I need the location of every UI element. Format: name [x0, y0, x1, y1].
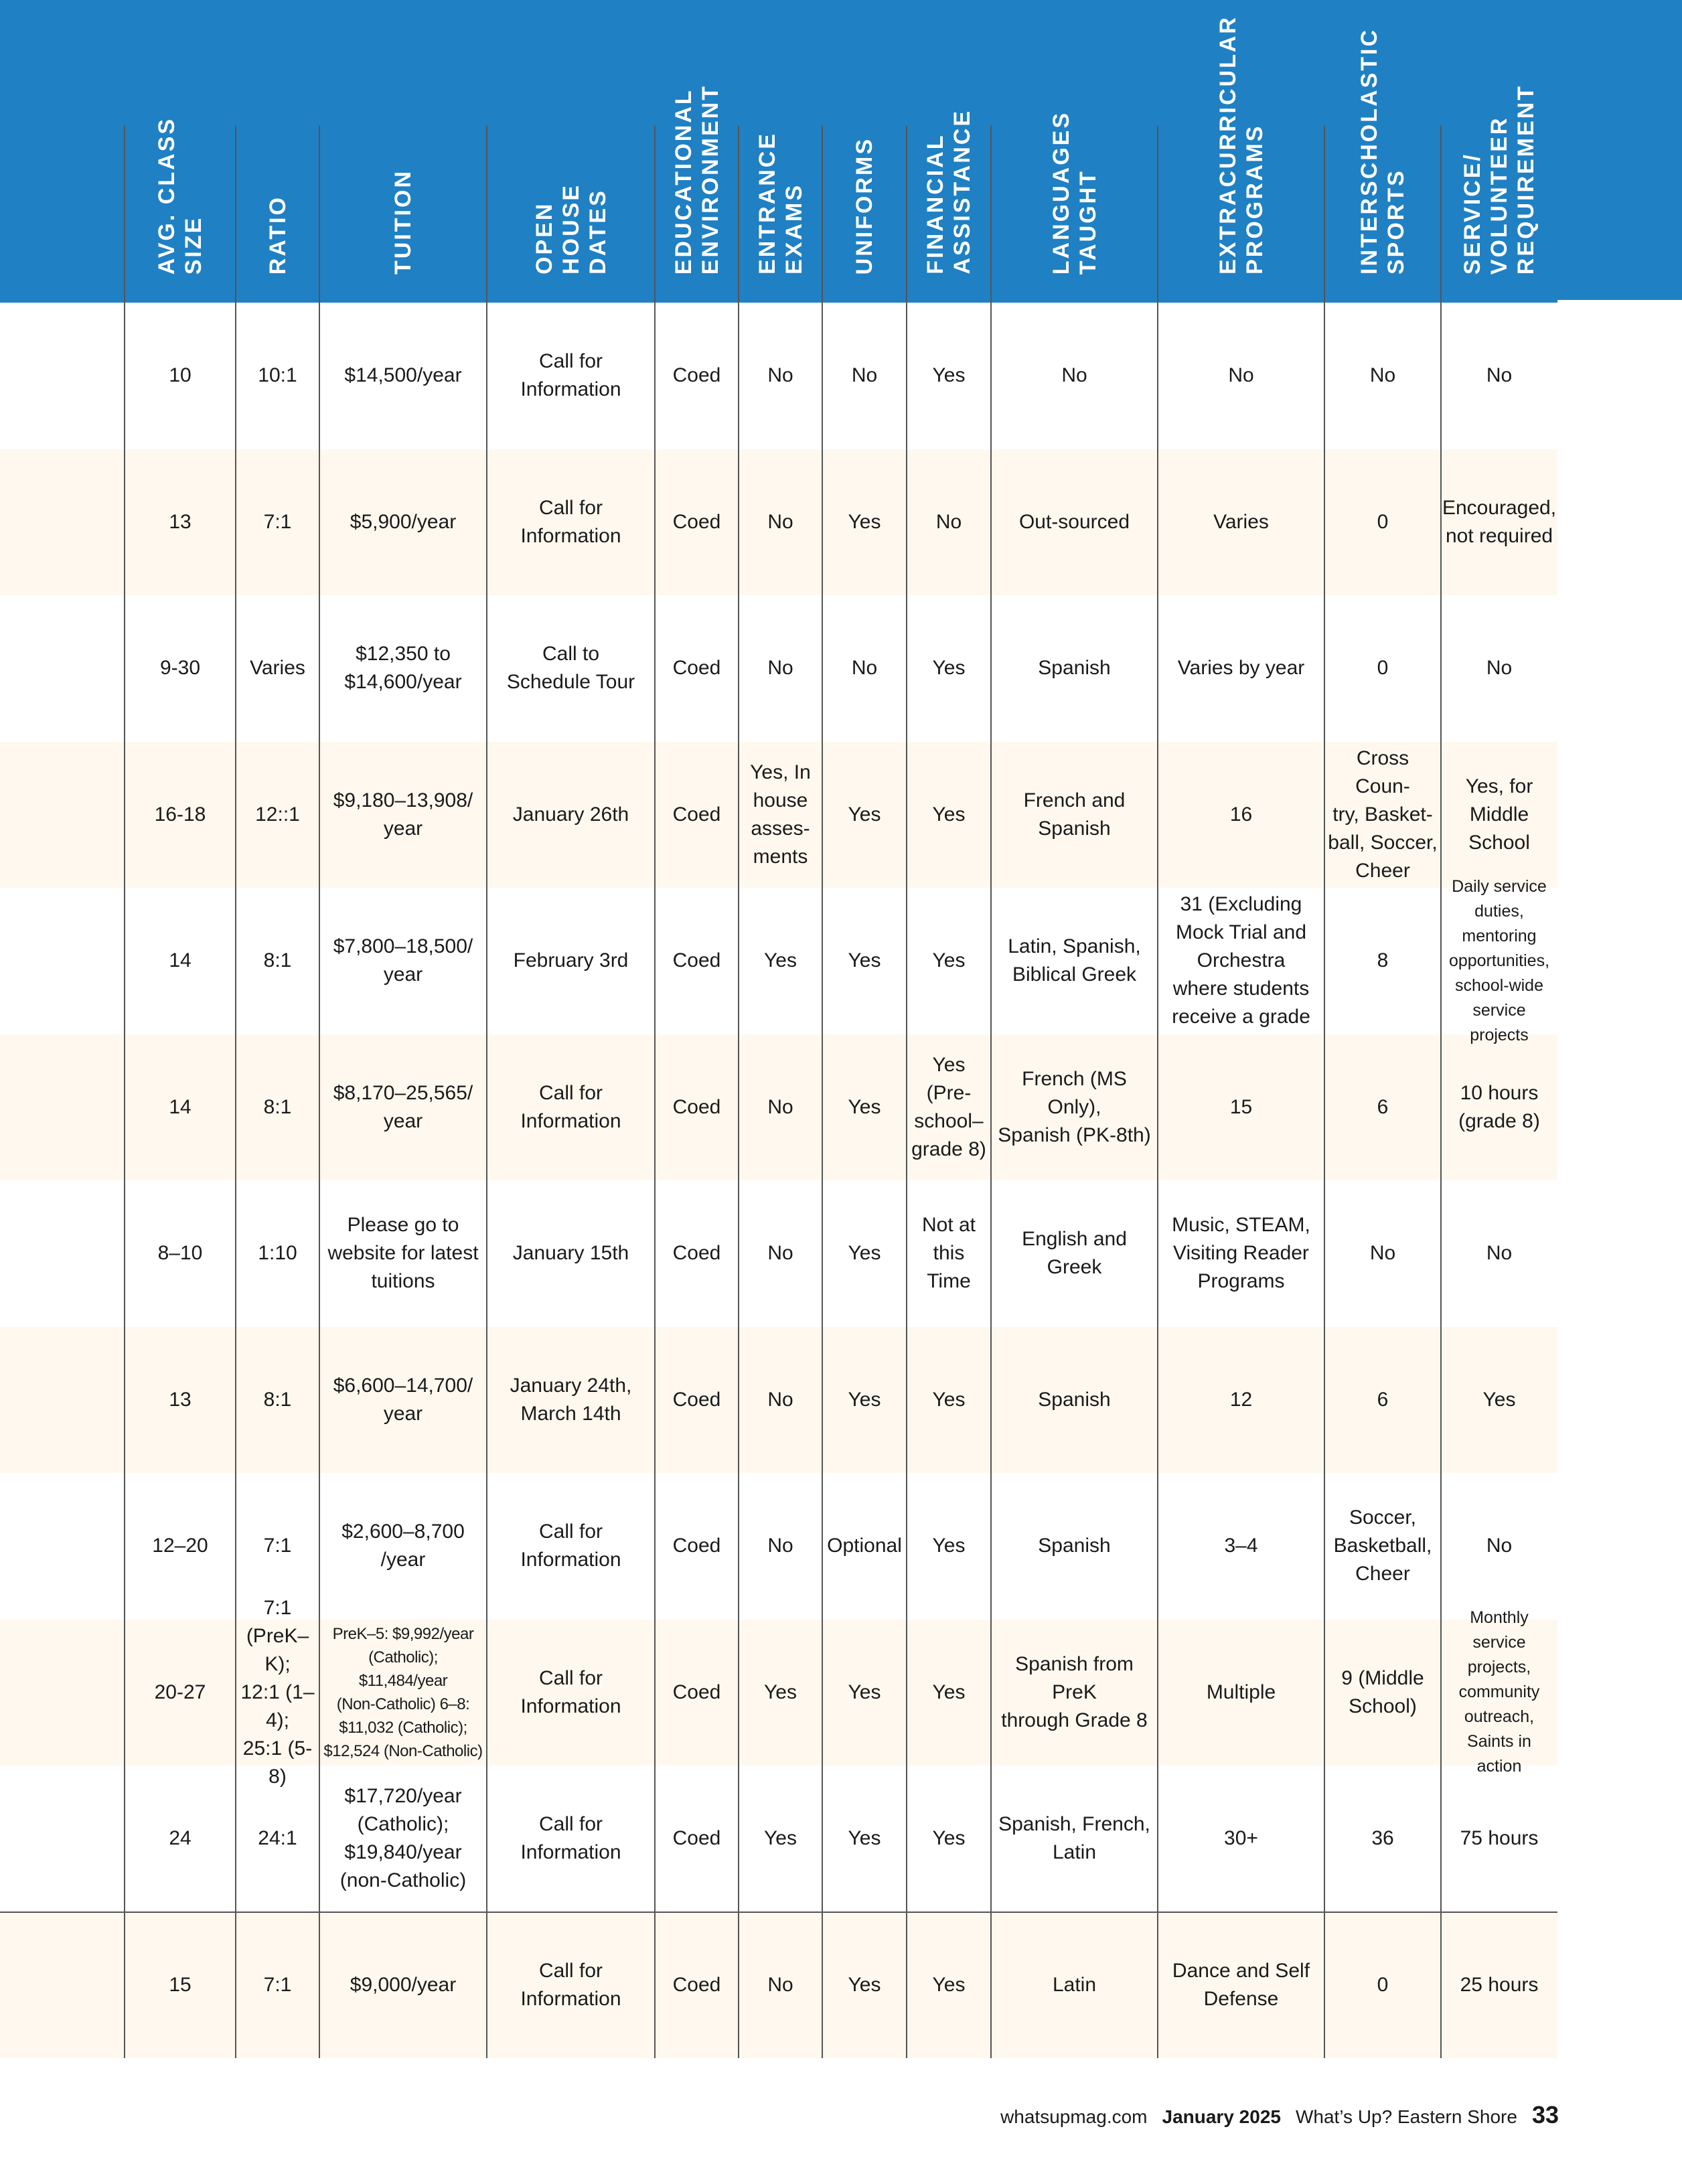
table-cell: Call for Information [520, 350, 621, 401]
table-cell: Varies [1213, 510, 1269, 533]
table-cell: 7:1 [263, 1973, 292, 1996]
table-cell: Yes [932, 364, 966, 387]
table-cell: Coed [672, 1681, 721, 1703]
table-cell: Call for Information [520, 1959, 621, 2010]
table-cell: No [767, 510, 793, 533]
table-cell: Yes (Pre- school– grade 8) [911, 1053, 986, 1160]
table-cell: No [767, 1242, 793, 1265]
table-cell: Out-sourced [1018, 510, 1130, 533]
footer-site: whatsupmag.com [1000, 2106, 1148, 2127]
table-cell: 7:1 [263, 1535, 292, 1557]
table-cell: No [1369, 1242, 1396, 1265]
table-cell: No [1228, 364, 1254, 387]
table-cell: 12::1 [255, 803, 300, 826]
table-cell: Coed [672, 1827, 721, 1850]
table-cell: Coed [672, 510, 721, 533]
table-cell: Yes [848, 1827, 881, 1850]
table-cell: Coed [672, 1242, 721, 1265]
column-header [319, 0, 487, 303]
table-cell: Coed [672, 657, 721, 680]
column-header-label: TUITION [390, 169, 416, 275]
table-cell: Spanish [1038, 1535, 1111, 1557]
table-cell: 7:1 (PreK–K); 12:1 (1–4); 25:1 (5-8) [240, 1596, 315, 1788]
table-cell: Call for Information [520, 1520, 621, 1571]
table-cell: 25 hours [1460, 1973, 1539, 1996]
table-cell: 0 [1377, 510, 1389, 533]
table-cell: 0 [1377, 1973, 1389, 1996]
column-header [991, 0, 1158, 303]
table-cell: 12–20 [152, 1535, 208, 1557]
table-cell: 10:1 [258, 364, 297, 387]
table-cell: Coed [672, 364, 721, 387]
column-header [739, 0, 822, 303]
column-header-label: INTERSCHOLASTIC SPORTS [1357, 28, 1409, 275]
table-cell: Spanish, French, Latin [998, 1813, 1150, 1864]
table-cell: 13 [169, 1388, 192, 1411]
table-cell: Call to Schedule Tour [506, 643, 635, 694]
table-cell: Yes, In house asses- ments [750, 761, 811, 868]
table-cell: Coed [672, 803, 721, 826]
column-header-label: UNIFORMS [852, 137, 877, 275]
column-header [487, 0, 655, 303]
table-cell: Multiple [1206, 1681, 1276, 1703]
table-cell: $8,170–25,565/ year [333, 1081, 473, 1132]
table-cell: 8:1 [263, 949, 292, 972]
column-header [822, 0, 907, 303]
footer-page-number: 33 [1531, 2101, 1559, 2128]
table-cell: No [1486, 364, 1513, 387]
table-cell: 8 [1377, 949, 1389, 972]
column-header [655, 0, 739, 303]
table-cell: Yes [848, 803, 881, 826]
table-cell: Spanish from PreK through Grade 8 [1001, 1652, 1148, 1731]
table-cell: 20-27 [154, 1681, 206, 1703]
table-cell: No [767, 1095, 793, 1118]
table-cell: 15 [1229, 1095, 1253, 1118]
table-cell: 24 [169, 1827, 192, 1850]
table-cell: Call for Information [520, 1813, 621, 1864]
table-cell: Coed [672, 1973, 721, 1996]
table-cell: No [767, 1973, 793, 1996]
table-cell: 7:1 [263, 510, 292, 533]
table-cell: 8:1 [263, 1388, 292, 1411]
table-cell: Yes [764, 1681, 797, 1703]
column-header [907, 0, 991, 303]
column-header [1324, 0, 1441, 303]
table-cell: Spanish [1038, 657, 1111, 680]
column-header [1441, 0, 1557, 303]
table-cell: Yes [848, 1973, 881, 1996]
table-cell: January 24th, March 14th [510, 1374, 632, 1425]
table-cell: French and Spanish [1023, 789, 1126, 840]
table-cell: Call for Information [520, 496, 621, 547]
table-cell: January 15th [512, 1242, 629, 1265]
table-cell: 36 [1371, 1827, 1394, 1850]
column-header [236, 0, 319, 303]
footer-issue: January 2025 [1162, 2106, 1281, 2127]
table-cell: Varies [250, 657, 305, 680]
table-cell: 10 hours (grade 8) [1458, 1081, 1540, 1132]
column-header-label: ENTRANCE EXAMS [754, 132, 807, 275]
table-cell: PreK–5: $9,992/year (Catholic); $11,484/year (Non-Catholic) 6–8: $11,032 (Catholic); $12,524 (Non-Catholic) [323, 1624, 483, 1760]
table-cell: $5,900/year [350, 510, 457, 533]
column-header [125, 0, 236, 303]
table-cell: Varies by year [1177, 657, 1305, 680]
table-cell: 15 [169, 1973, 192, 1996]
table-cell: Yes [932, 803, 966, 826]
table-cell: No [1486, 1242, 1513, 1265]
table-cell: Optional [827, 1535, 902, 1557]
table-cell: Latin, Spanish, Biblical Greek [1008, 935, 1141, 986]
table-cell: 16-18 [154, 803, 206, 826]
table-cell: $14,500/year [344, 364, 462, 387]
table-cell: Cross Coun- try, Basket- ball, Soccer, Cheer [1328, 747, 1438, 882]
table-cell: 6 [1377, 1388, 1389, 1411]
table-cell: 0 [1377, 657, 1389, 680]
table-cell: Yes [764, 949, 797, 972]
table-cell: Coed [672, 1388, 721, 1411]
table-cell: 1:10 [258, 1242, 297, 1265]
table-cell: Yes [848, 949, 881, 972]
table-cell: $9,180–13,908/ year [333, 789, 473, 840]
header-band-edge [1557, 0, 1682, 300]
table-cell: Yes [848, 1095, 881, 1118]
table-cell: 75 hours [1460, 1827, 1539, 1850]
column-header-label: LANGUAGES TAUGHT [1048, 110, 1101, 275]
table-cell: No [767, 364, 793, 387]
table-cell: No [1061, 364, 1087, 387]
table-cell: Yes [932, 1973, 966, 1996]
table-cell: Yes [848, 510, 881, 533]
table-cell: Yes, for Middle School [1465, 775, 1533, 854]
table-cell: $12,350 to $14,600/year [344, 643, 462, 694]
table-cell: 6 [1377, 1095, 1389, 1118]
table-cell: No [1369, 364, 1396, 387]
table-cell: Yes [1482, 1388, 1516, 1411]
table-cell: $9,000/year [350, 1973, 457, 1996]
table-cell: Dance and Self Defense [1172, 1959, 1310, 2010]
table-cell: February 3rd [513, 949, 629, 972]
table-cell: No [851, 657, 878, 680]
column-header-label: AVG. CLASS SIZE [154, 116, 206, 275]
table-cell: $17,720/year (Catholic); $19,840/year (non-Catholic) [339, 1785, 467, 1892]
table-cell: Yes [932, 1535, 966, 1557]
table-cell: Yes [932, 1827, 966, 1850]
page-footer [1000, 2101, 1559, 2134]
table-cell: Please go to website for latest tuitions [327, 1214, 479, 1293]
table-cell: No [767, 1535, 793, 1557]
table-cell: Yes [848, 1388, 881, 1411]
table-cell: 8–10 [157, 1242, 203, 1265]
table-cell: Yes [848, 1242, 881, 1265]
table-cell: English and Greek [1022, 1228, 1127, 1279]
column-header-label: SERVICE/ VOLUNTEER REQUIREMENT [1460, 84, 1539, 275]
table-cell: January 26th [512, 803, 629, 826]
table-cell: 12 [1229, 1388, 1253, 1411]
table-cell: $2,600–8,700 /year [341, 1520, 465, 1571]
table-cell: $6,600–14,700/ year [333, 1374, 473, 1425]
table-cell: 3–4 [1224, 1535, 1258, 1557]
table-cell: No [1486, 1535, 1513, 1557]
column-header-label: EXTRACURRICULAR PROGRAMS [1215, 15, 1268, 275]
table-cell: Yes [848, 1681, 881, 1703]
table-cell: 13 [169, 510, 192, 533]
table-cell: $7,800–18,500/ year [333, 935, 473, 986]
table-cell: Yes [764, 1827, 797, 1850]
table-cell: Coed [672, 1095, 721, 1118]
column-header [1158, 0, 1324, 303]
table-cell: No [767, 657, 793, 680]
table-cell: No [935, 510, 962, 533]
table-cell: French (MS Only), Spanish (PK-8th) [998, 1067, 1151, 1146]
column-header-label: FINANCIAL ASSISTANCE [923, 109, 975, 275]
footer-publication: What’s Up? Eastern Shore [1295, 2106, 1517, 2127]
table-cell: Coed [672, 1535, 721, 1557]
table-cell: duties, mentoring opportunities, school-wide service [1448, 901, 1550, 1020]
table-cell: No [1486, 657, 1513, 680]
table-cell: 9 (Middle School) [1341, 1666, 1424, 1717]
table-cell: 24:1 [258, 1827, 297, 1850]
table-cell: Latin [1052, 1973, 1097, 1996]
column-header-label: OPEN HOUSE DATES [531, 183, 611, 275]
table-cell: Not at this Time [921, 1214, 976, 1293]
table-cell: 10 [169, 364, 192, 387]
table-cell: Yes [932, 1681, 966, 1703]
table-cell: Coed [672, 949, 721, 972]
table-cell: 14 [169, 949, 192, 972]
table-cell: Yes [932, 657, 966, 680]
table-cell: 31 (Excluding Mock Trial and Orchestra where students receive a grade [1172, 893, 1310, 1028]
table-cell: Yes [932, 1388, 966, 1411]
table-cell: Call for Information [520, 1666, 621, 1717]
table-cell: Music, STEAM, Visiting Reader Programs [1172, 1214, 1310, 1293]
table-cell: Call for Information [520, 1081, 621, 1132]
table-cell: 30+ [1224, 1827, 1258, 1850]
table-cell: No [851, 364, 878, 387]
table-cell: Yes [932, 949, 966, 972]
table-cell: 8:1 [263, 1095, 292, 1118]
table-cell: Soccer, Basketball, Cheer [1333, 1506, 1432, 1585]
table-cell: 14 [169, 1095, 192, 1118]
column-header-label: RATIO [264, 195, 291, 275]
table-cell: 16 [1229, 803, 1253, 826]
table-cell: No [767, 1388, 793, 1411]
table-cell: 9-30 [159, 657, 201, 680]
table-cell: Monthly service projects, community outreach, Saints in action [1458, 1608, 1540, 1776]
column-header-label: EDUCATIONAL ENVIRONMENT [670, 84, 723, 275]
table-cell: Encouraged, not required [1442, 496, 1557, 547]
table-cell: Spanish [1038, 1388, 1111, 1411]
